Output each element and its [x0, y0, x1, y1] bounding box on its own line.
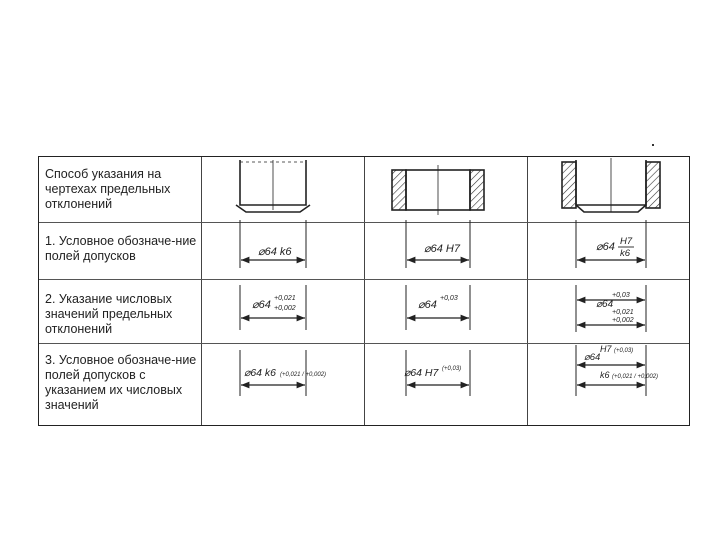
row-label-numeric: 2. Указание числовых значений предельных отклонений — [45, 292, 173, 336]
shaft-drawing — [236, 160, 310, 212]
row2-hole-dim — [406, 285, 470, 330]
shaft-numeric-prefix: ⌀64 — [252, 299, 271, 311]
fit-numeric-prefix: ⌀64 — [596, 299, 614, 310]
fit-combined-hole: H7 — [600, 344, 612, 354]
fit-symbolic-prefix: ⌀64 — [596, 241, 615, 253]
row2-shaft-dim — [240, 285, 306, 330]
shaft-combined-dev: (+0,021 / +0,002) — [280, 372, 327, 378]
fit-combined-shaft: k6 — [600, 370, 610, 380]
fit-shaft-upper-dev: +0,021 — [612, 309, 634, 316]
hole-combined-label: ⌀64 H7 — [404, 367, 439, 379]
hole-numeric-prefix: ⌀64 — [418, 299, 437, 311]
shaft-symbolic-label: ⌀64 k6 — [258, 246, 292, 258]
shaft-upper-dev: +0,021 — [274, 295, 296, 302]
hole-drawing — [392, 165, 484, 215]
row-label-combined: 3. Условное обозначе-ние полей допусков с указанием их числовых значений — [45, 353, 197, 412]
row3-hole-dim — [404, 350, 470, 396]
hole-upper-dev: +0,03 — [440, 295, 458, 302]
row3-fit-dim — [576, 344, 658, 396]
row-label-symbolic: 1. Условное обозначе-ние полей допусков — [45, 234, 197, 263]
fit-combined-shaft-dev: (+0,021 / +0,002) — [612, 374, 659, 380]
fit-combined-hole-dev: (+0,03) — [614, 348, 634, 354]
row1-fit-dim — [576, 220, 646, 268]
fit-shaft-label: k6 — [620, 248, 631, 259]
shaft-combined-label: ⌀64 k6 — [244, 367, 277, 379]
fit-hole-upper-dev: +0,03 — [612, 292, 630, 299]
shaft-lower-dev: +0,002 — [274, 305, 296, 312]
fit-hole-label: H7 — [620, 236, 633, 247]
fit-drawing — [562, 158, 660, 212]
row1-shaft-dim — [240, 220, 306, 268]
row-label-header: Способ указания на чертехах предельных отклонений — [45, 167, 171, 211]
fit-combined-prefix: ⌀64 — [584, 352, 601, 363]
row2-fit-dim — [576, 285, 646, 332]
fit-shaft-lower-dev: +0,002 — [612, 317, 634, 324]
hole-combined-dev: (+0,03) — [442, 366, 462, 372]
row3-shaft-dim — [240, 350, 326, 396]
hole-symbolic-label: ⌀64 H7 — [424, 243, 460, 255]
row1-hole-dim — [406, 220, 470, 268]
